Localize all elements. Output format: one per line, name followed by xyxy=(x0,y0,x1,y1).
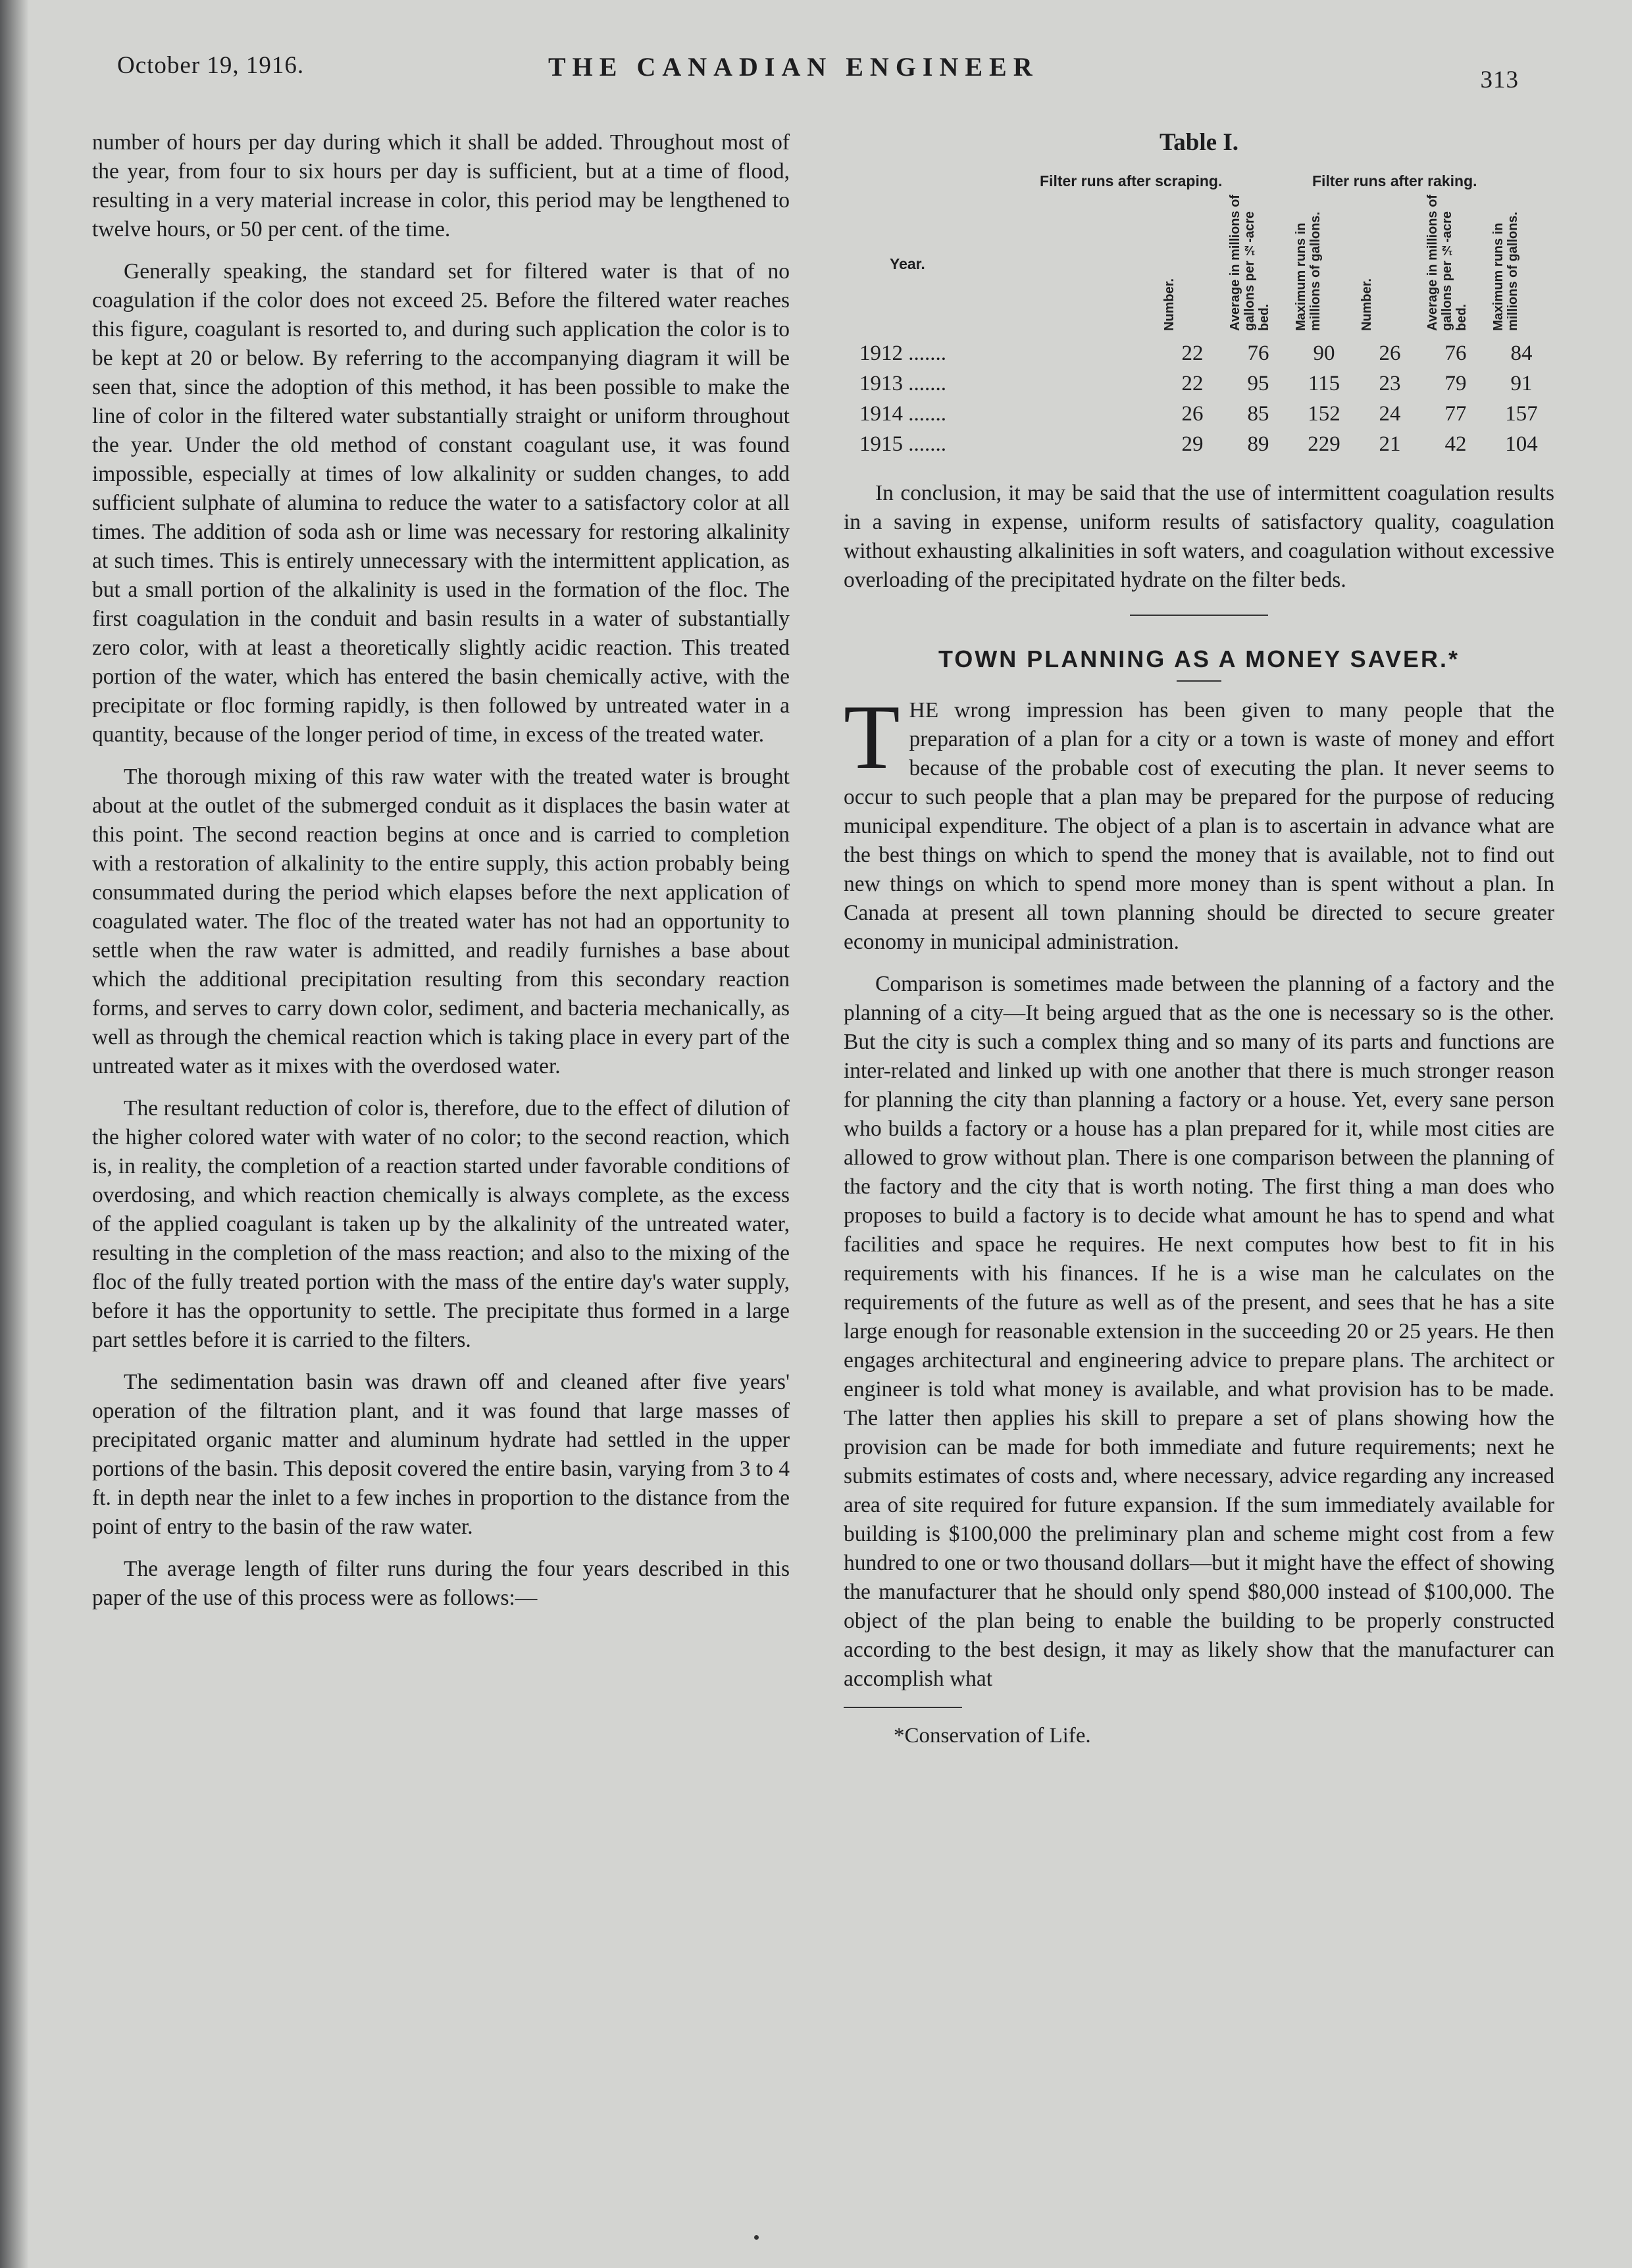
title-underline xyxy=(1177,680,1221,682)
column-header-label: Average in millions of gallons per ½-acre bed. xyxy=(1228,194,1271,331)
paragraph: The sedimentation basin was drawn off and cleaned after five years' operation of the filtration plant, and it was found that large masses of precipitated organic matter and aluminum hydrate had settled in the upper portions of the basin. This deposit covered the entire basin, varying from 3 to 4 ft. in depth near the inlet to a few inches in proportion to the distance from the point of entry to the basin of the raw water. xyxy=(92,1370,790,1539)
table-row xyxy=(844,338,1554,368)
table-row xyxy=(844,368,1554,399)
cell-average: 77 xyxy=(1444,402,1467,426)
drop-cap: T xyxy=(844,686,900,788)
running-header xyxy=(117,51,1519,91)
print-mark xyxy=(754,2235,759,2240)
column-header-label: Maximum runs in millions of gallons. xyxy=(1294,211,1323,331)
left-column xyxy=(92,128,790,1626)
journal-title: THE CANADIAN ENGINEER xyxy=(548,52,1039,82)
cell-maximum: 90 xyxy=(1313,341,1335,365)
table-header-row xyxy=(844,193,1554,338)
column-header-label: Number. xyxy=(1162,278,1177,331)
table-group-headers xyxy=(844,166,1554,193)
filter-runs-table xyxy=(844,193,1554,459)
cell-maximum: 115 xyxy=(1308,372,1340,395)
paragraph: The thorough mixing of this raw water with the treated water is brought about at the outlet of the submerged conduit as it displaces the basin water at this point. The second reaction begins at once and is carried to completion with a restoration of alkalinity to the entire supply, this action probably being consummated during the period which elapses before the next application of coagulated water. The floc of the treated water has not had an opportunity to settle when the raw water is admitted, and readily furnishes a base about which the additional precipitation resulting from this secondary reaction forms, and serves to carry down color, sediment, and bacteria mechanically, as well as through the chemical reaction which is taking place in every part of the untreated water as it mixes with the overdosed water. xyxy=(92,765,790,1078)
cell-number: 21 xyxy=(1379,432,1401,456)
cell-number: 22 xyxy=(1181,341,1204,365)
cell-maximum: 157 xyxy=(1505,402,1538,426)
column-header-label: Maximum runs in millions of gallons. xyxy=(1491,211,1520,331)
section-divider xyxy=(1130,615,1268,616)
cell-number: 24 xyxy=(1379,402,1401,426)
group-header-scraping: Filter runs after scraping. xyxy=(1040,172,1223,189)
cell-number: 29 xyxy=(1181,432,1204,456)
paragraph: Generally speaking, the standard set for filtered water is that of no coagulation if the color does not exceed 25. Before the filtered water reaches this figure, coagulant is resorted to, and during such application the color is to be kept at 20 or below. By referring to the accompanying diagram it will be seen that, since the adoption of this method, it has been possible to make the line of color in the filtered water substantially straight or uniform throughout the year. Under the old method of constant coagulant use, it was found impossible, especially at times of low alkalinity or sudden changes, to add sufficient sulphate of alumina to reduce the water to a satisfactory color at all times. The addition of soda ash or lime was necessary for restoring alkalinity at such times. This is entirely unnecessary with the intermittent application, as but a small portion of the alkalinity is used in the formation of the floc. The first coagulation in the conduit and basin results in a water of substantially zero color, with at least a theoretically slightly acidic reaction. This treated portion of the water, which has entered the basin chemically active, with the precipitate or floc forming rapidly, is then followed by untreated water in a quantity, because of the longer period of time, in excess of the treated water. xyxy=(92,259,790,747)
column-header-average-raking xyxy=(1423,193,1489,338)
cell-maximum: 152 xyxy=(1308,402,1340,426)
cell-maximum: 229 xyxy=(1308,432,1340,456)
paragraph: The resultant reduction of color is, therefore, due to the effect of dilution of the higher colored water with water of no color; to the second reaction, which is, in reality, the completion of a reaction started under favorable conditions of overdosing, and which reaction chemically is always complete, as the excess of the applied coagulant is taken up by the alkalinity of the untreated water, resulting in the completion of the mass reaction; and also to the mixing of the floc of the fully treated portion with the mass of the entire day's water supply, before it has the opportunity to settle. The precipitate thus formed in a large part settles before it is carried to the filters. xyxy=(92,1096,790,1352)
column-header-year: Year. xyxy=(890,255,925,272)
column-header-number-raking xyxy=(1357,193,1423,338)
table-row xyxy=(844,429,1554,459)
cell-year: 1913 ....... xyxy=(859,372,946,395)
group-header-raking: Filter runs after raking. xyxy=(1312,172,1477,189)
cell-average: 89 xyxy=(1247,432,1269,456)
footnote: *Conservation of Life. xyxy=(894,1724,1091,1748)
cell-maximum: 84 xyxy=(1510,341,1533,365)
table-title: Table I. xyxy=(1160,129,1238,156)
cell-average: 79 xyxy=(1444,372,1467,395)
column-header-maximum-scraping xyxy=(1291,193,1357,338)
cell-year: 1915 ....... xyxy=(859,432,946,456)
lead-paragraph-text: HE wrong impression has been given to many people that the preparation of a plan for a city or a town is waste of money and effort because of the probable cost of executing the plan. It never seems to occur to such people that a plan may be prepared for the purpose of reducing municipal expenditure. The object of a plan is to ascertain in advance what are the best things on which to spend the money that is available, not to find out new things on which to spend more money than is spent without a plan. In Canada at present all town planning should be directed to secure greater economy in municipal administration. xyxy=(844,698,1554,954)
right-column xyxy=(844,128,1554,1750)
cell-year: 1912 ....... xyxy=(859,341,946,365)
cell-average: 85 xyxy=(1247,402,1269,426)
table-row xyxy=(844,399,1554,429)
cell-year: 1914 ....... xyxy=(859,402,946,426)
column-header-average-scraping xyxy=(1225,193,1291,338)
cell-average: 95 xyxy=(1247,372,1269,395)
lead-paragraph xyxy=(844,686,1554,957)
cell-average: 42 xyxy=(1444,432,1467,456)
footnote-rule xyxy=(844,1707,962,1708)
cell-number: 26 xyxy=(1379,341,1401,365)
page-number: 313 xyxy=(1480,66,1519,93)
cell-average: 76 xyxy=(1247,341,1269,365)
column-header-label: Number. xyxy=(1360,278,1374,331)
cell-maximum: 104 xyxy=(1505,432,1538,456)
paragraph: Comparison is sometimes made between the planning of a factory and the planning of a city—It being argued that as the one is necessary so is the other. But the city is such a complex thing and so many of its parts and functions are inter-related and linked up with one another that there is much stronger reason for planning the city than planning a factory or a house. Yet, every sane person who builds a factory or a house has a plan prepared for it, while most cities are allowed to grow without plan. There is one comparison between the planning of the factory and the city that is worth noting. The first thing a man does who proposes to build a factory is to decide what amount he has to spend and what facilities and space he requires. He next computes how best to fit in his requirements with his finances. If he is a wise man he calculates on the requirements of the future as well as of the present, and sees that he has a site large enough for reasonable extension in the succeeding 20 or 25 years. He then engages architectural and engineering advice to prepare plans. The architect or engineer is told what money is available, and what provision has to be made. The latter then applies his skill to prepare a set of plans showing how the provision can be made for both immediate and future requirements; next he submits estimates of costs and, where necessary, advice regarding any increased area of site required for future expansion. If the sum immediately available for building is $100,000 the preliminary plan and scheme might cost from a few hundred to one or two thousand dollars—but it might have the effect of showing the manufacturer that he should only spend $80,000 instead of $100,000. The object of the plan being to enable the building to be properly constructed according to the best design, it may as likely show that the manufacturer can accomplish what xyxy=(844,972,1554,1691)
paragraph: number of hours per day during which it shall be added. Throughout most of the year, from four to six hours per day is sufficient, but at a time of flood, resulting in a very material increase in color, this period may be lengthened to twelve hours, or 50 per cent. of the time. xyxy=(92,130,790,241)
column-header-label: Average in millions of gallons per ½-acre bed. xyxy=(1425,194,1469,331)
conclusion-paragraph: In conclusion, it may be said that the use of intermittent coagulation results in a saving in expense, uniform results of satisfactory quality, coagulation without exhausting alkalinities in soft waters, and coagulation without excessive overloading of the precipitated hydrate on the filter beds. xyxy=(844,481,1554,592)
cell-number: 22 xyxy=(1181,372,1204,395)
scan-edge-shadow xyxy=(0,0,29,2268)
cell-number: 23 xyxy=(1379,372,1401,395)
paragraph: The average length of filter runs during the four years described in this paper of the use of this process were as follows:— xyxy=(92,1557,790,1610)
cell-number: 26 xyxy=(1181,402,1204,426)
column-header-maximum-raking xyxy=(1489,193,1554,338)
column-header-number-scraping xyxy=(1160,193,1225,338)
issue-date: October 19, 1916. xyxy=(117,52,305,79)
article-title: TOWN PLANNING AS A MONEY SAVER.* xyxy=(938,645,1460,672)
cell-average: 76 xyxy=(1444,341,1467,365)
cell-maximum: 91 xyxy=(1510,372,1533,395)
